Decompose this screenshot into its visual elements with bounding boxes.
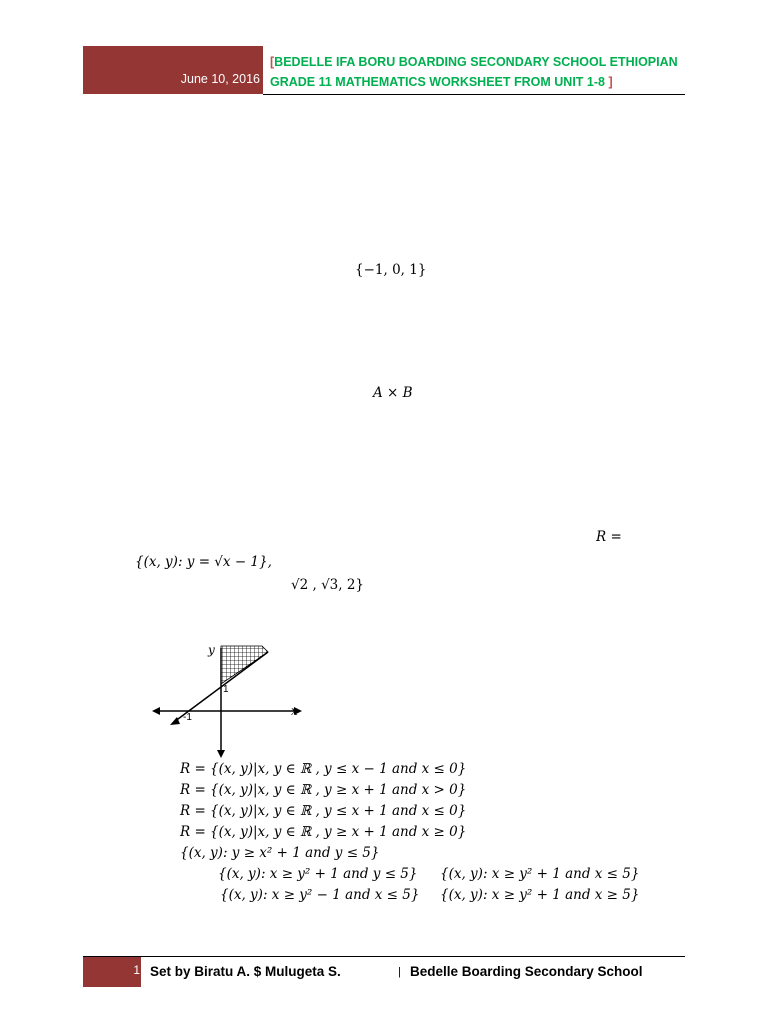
header-title-line1: BEDELLE IFA BORU BOARDING SECONDARY SCHOOL ETHIOPIAN <box>274 55 678 69</box>
option-set-4: {(x, y): x ≥ y² − 1 and x ≤ 5} <box>220 887 420 903</box>
option-a: R = {(x, y)|x, y ∈ ℝ , y ≤ x − 1 and x ≤ 0} <box>180 761 467 777</box>
tick-label-neg-one: -1 <box>183 712 192 723</box>
header-title-line2: GRADE 11 MATHEMATICS WORKSHEET FROM UNIT 1-8 <box>270 75 605 89</box>
x-axis-arrow-left <box>152 707 160 715</box>
option-d: R = {(x, y)|x, y ∈ ℝ , y ≥ x + 1 and x ≥ 0} <box>180 824 467 840</box>
header-accent-band <box>83 46 263 94</box>
relation-r-equals: R = <box>596 529 622 545</box>
footer-authors: Set by Biratu A. $ Mulugeta S. <box>150 964 341 979</box>
option-b: R = {(x, y)|x, y ∈ ℝ , y ≥ x + 1 and x > 0} <box>180 782 467 798</box>
product-expression: A × B <box>373 385 413 401</box>
x-axis-label: x <box>291 704 298 718</box>
y-axis-label: y <box>208 643 215 657</box>
y-axis-arrow-down <box>217 750 225 758</box>
option-set-2: {(x, y): x ≥ y² + 1 and y ≤ 5} <box>218 866 418 882</box>
footer-separator: | <box>398 966 401 978</box>
shaded-region <box>221 646 268 684</box>
range-values: √2 , √3, 2} <box>291 577 365 593</box>
option-set-5: {(x, y): x ≥ y² + 1 and x ≥ 5} <box>440 887 640 903</box>
header-title <box>270 52 690 92</box>
set-expression: {−1, 0, 1} <box>355 262 427 278</box>
option-set-1: {(x, y): y ≥ x² + 1 and y ≤ 5} <box>180 845 380 861</box>
option-set-3: {(x, y): x ≥ y² + 1 and x ≤ 5} <box>440 866 640 882</box>
footer-school: Bedelle Boarding Secondary School <box>410 964 643 979</box>
relation-definition: {(x, y): y = √x − 1}, <box>135 554 272 570</box>
footer-rule <box>83 956 685 957</box>
header-bracket-open: [ <box>270 55 275 69</box>
header-bracket-close: ] <box>604 75 613 89</box>
header-rule <box>263 94 685 95</box>
header-date: June 10, 2016 <box>180 72 260 86</box>
relation-graph <box>150 640 310 760</box>
option-c: R = {(x, y)|x, y ∈ ℝ , y ≤ x + 1 and x ≤ 0} <box>180 803 467 819</box>
footer-page-number: 1 <box>133 963 140 977</box>
tick-label-one: 1 <box>223 684 229 695</box>
